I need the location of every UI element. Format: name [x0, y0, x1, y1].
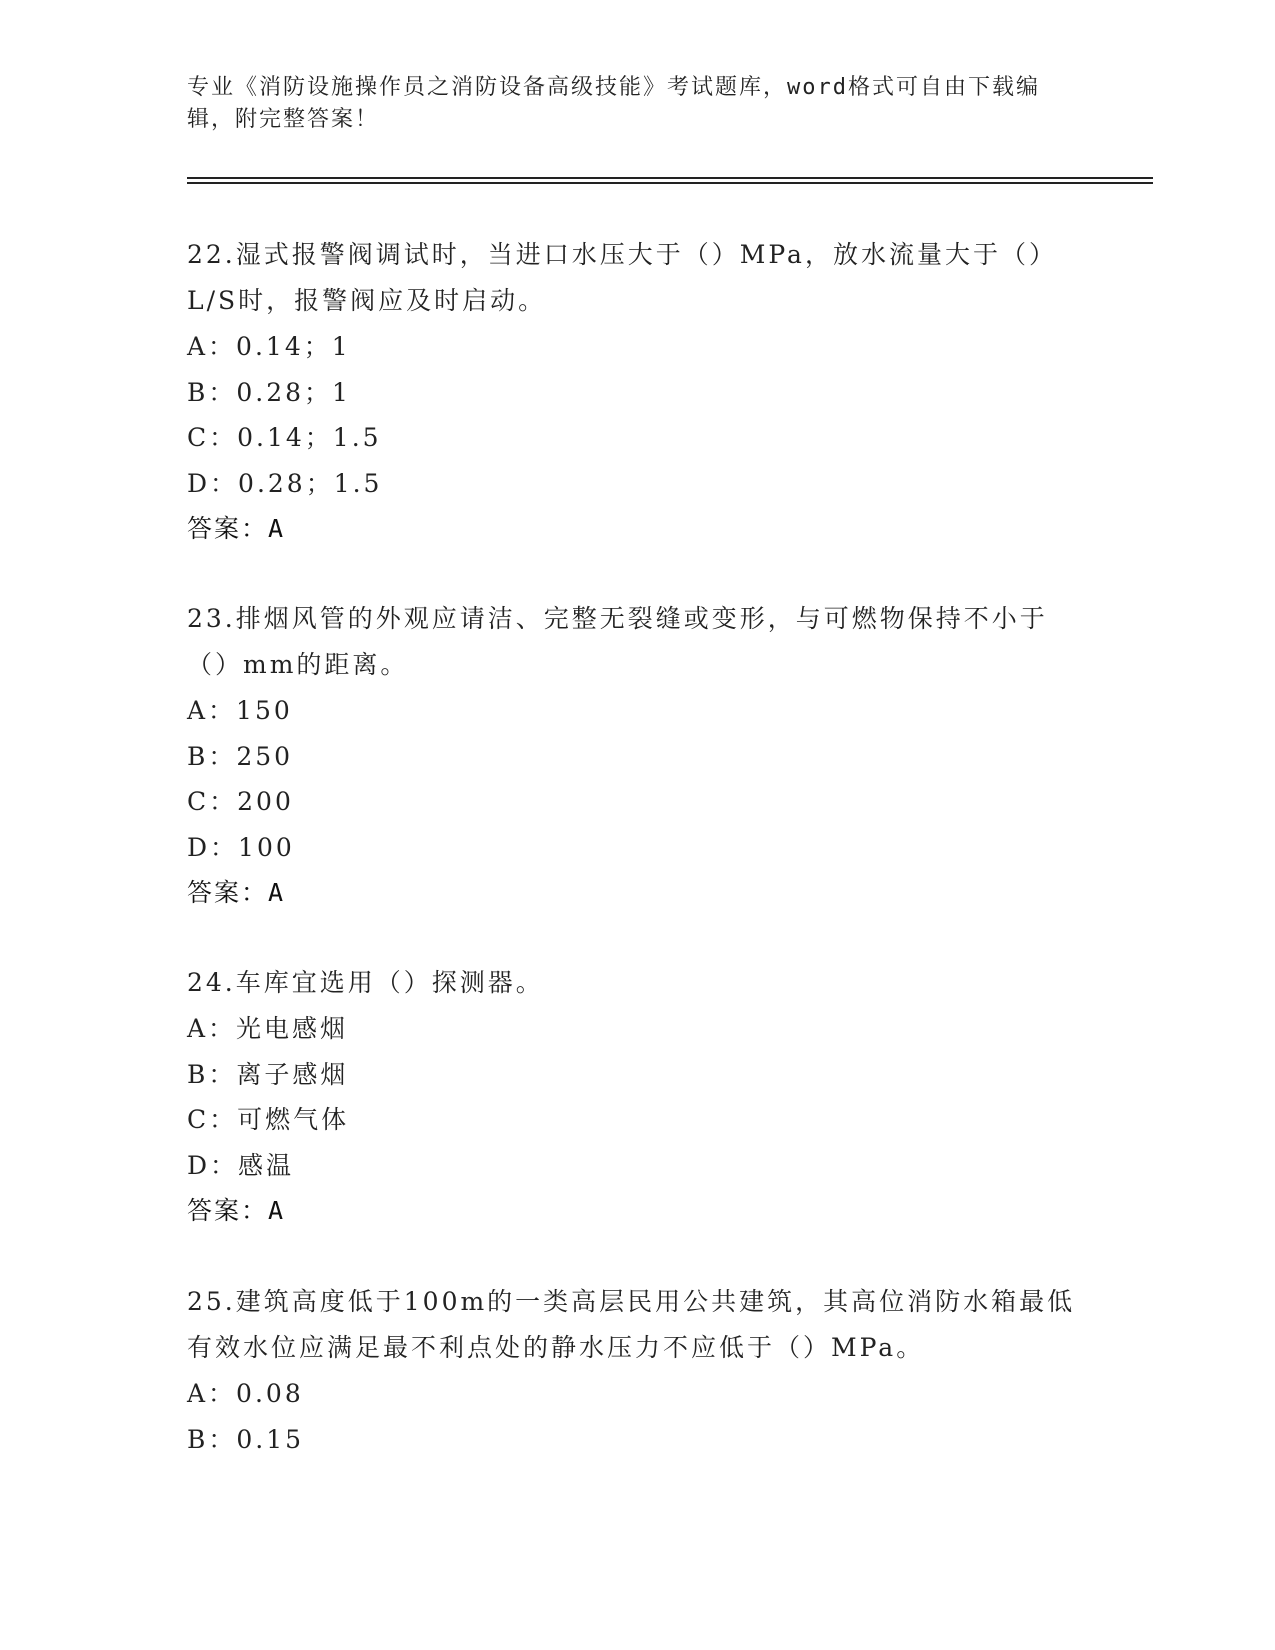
option-b: B：0.15 [187, 1424, 305, 1454]
option-d: D：0.28；1.5 [187, 468, 383, 498]
header-divider-top [187, 177, 1153, 179]
document-header [187, 72, 1087, 136]
option-a: A：光电感烟 [187, 1014, 349, 1043]
question-text: 24.车库宜选用（）探测器。 [187, 968, 544, 997]
header-line-1: 专业《消防设施操作员之消防设备高级技能》考试题库，word格式可自由下载编 [187, 75, 1040, 100]
option-c: C：0.14；1.5 [187, 423, 382, 452]
option-a: A：0.08 [187, 1379, 304, 1408]
header-line-2: 辑，附完整答案！ [187, 107, 380, 132]
answer-line: 答案：A [187, 1196, 286, 1225]
option-d: D：感温 [187, 1150, 295, 1180]
option-c: C：200 [187, 787, 294, 816]
question-text: 25.建筑高度低于100m的一类高层民用公共建筑，其高位消防水箱最低有效水位应满足最不利点处的静水压力不应低于（）MPa。 [187, 1287, 1076, 1362]
question-25 [187, 1279, 1087, 1462]
option-b: B：0.28；1 [187, 377, 351, 407]
answer-line: 答案：A [187, 514, 286, 543]
option-b: B：离子感烟 [187, 1059, 349, 1089]
question-22 [187, 232, 1087, 552]
option-b: B：250 [187, 741, 294, 771]
option-d: D：100 [187, 832, 295, 862]
option-a: A：150 [187, 696, 293, 725]
option-a: A：0.14；1 [187, 332, 351, 361]
question-text: 23.排烟风管的外观应请洁、完整无裂缝或变形，与可燃物保持不小于（）mm的距离。 [187, 604, 1048, 679]
option-c: C：可燃气体 [187, 1105, 350, 1134]
answer-line: 答案：A [187, 878, 286, 907]
question-24 [187, 960, 1087, 1234]
question-23 [187, 596, 1087, 916]
question-text: 22.湿式报警阀调试时，当进口水压大于（）MPa，放水流量大于（）L/S时，报警阀应及时启动。 [187, 240, 1057, 315]
header-divider-bottom [187, 182, 1153, 184]
